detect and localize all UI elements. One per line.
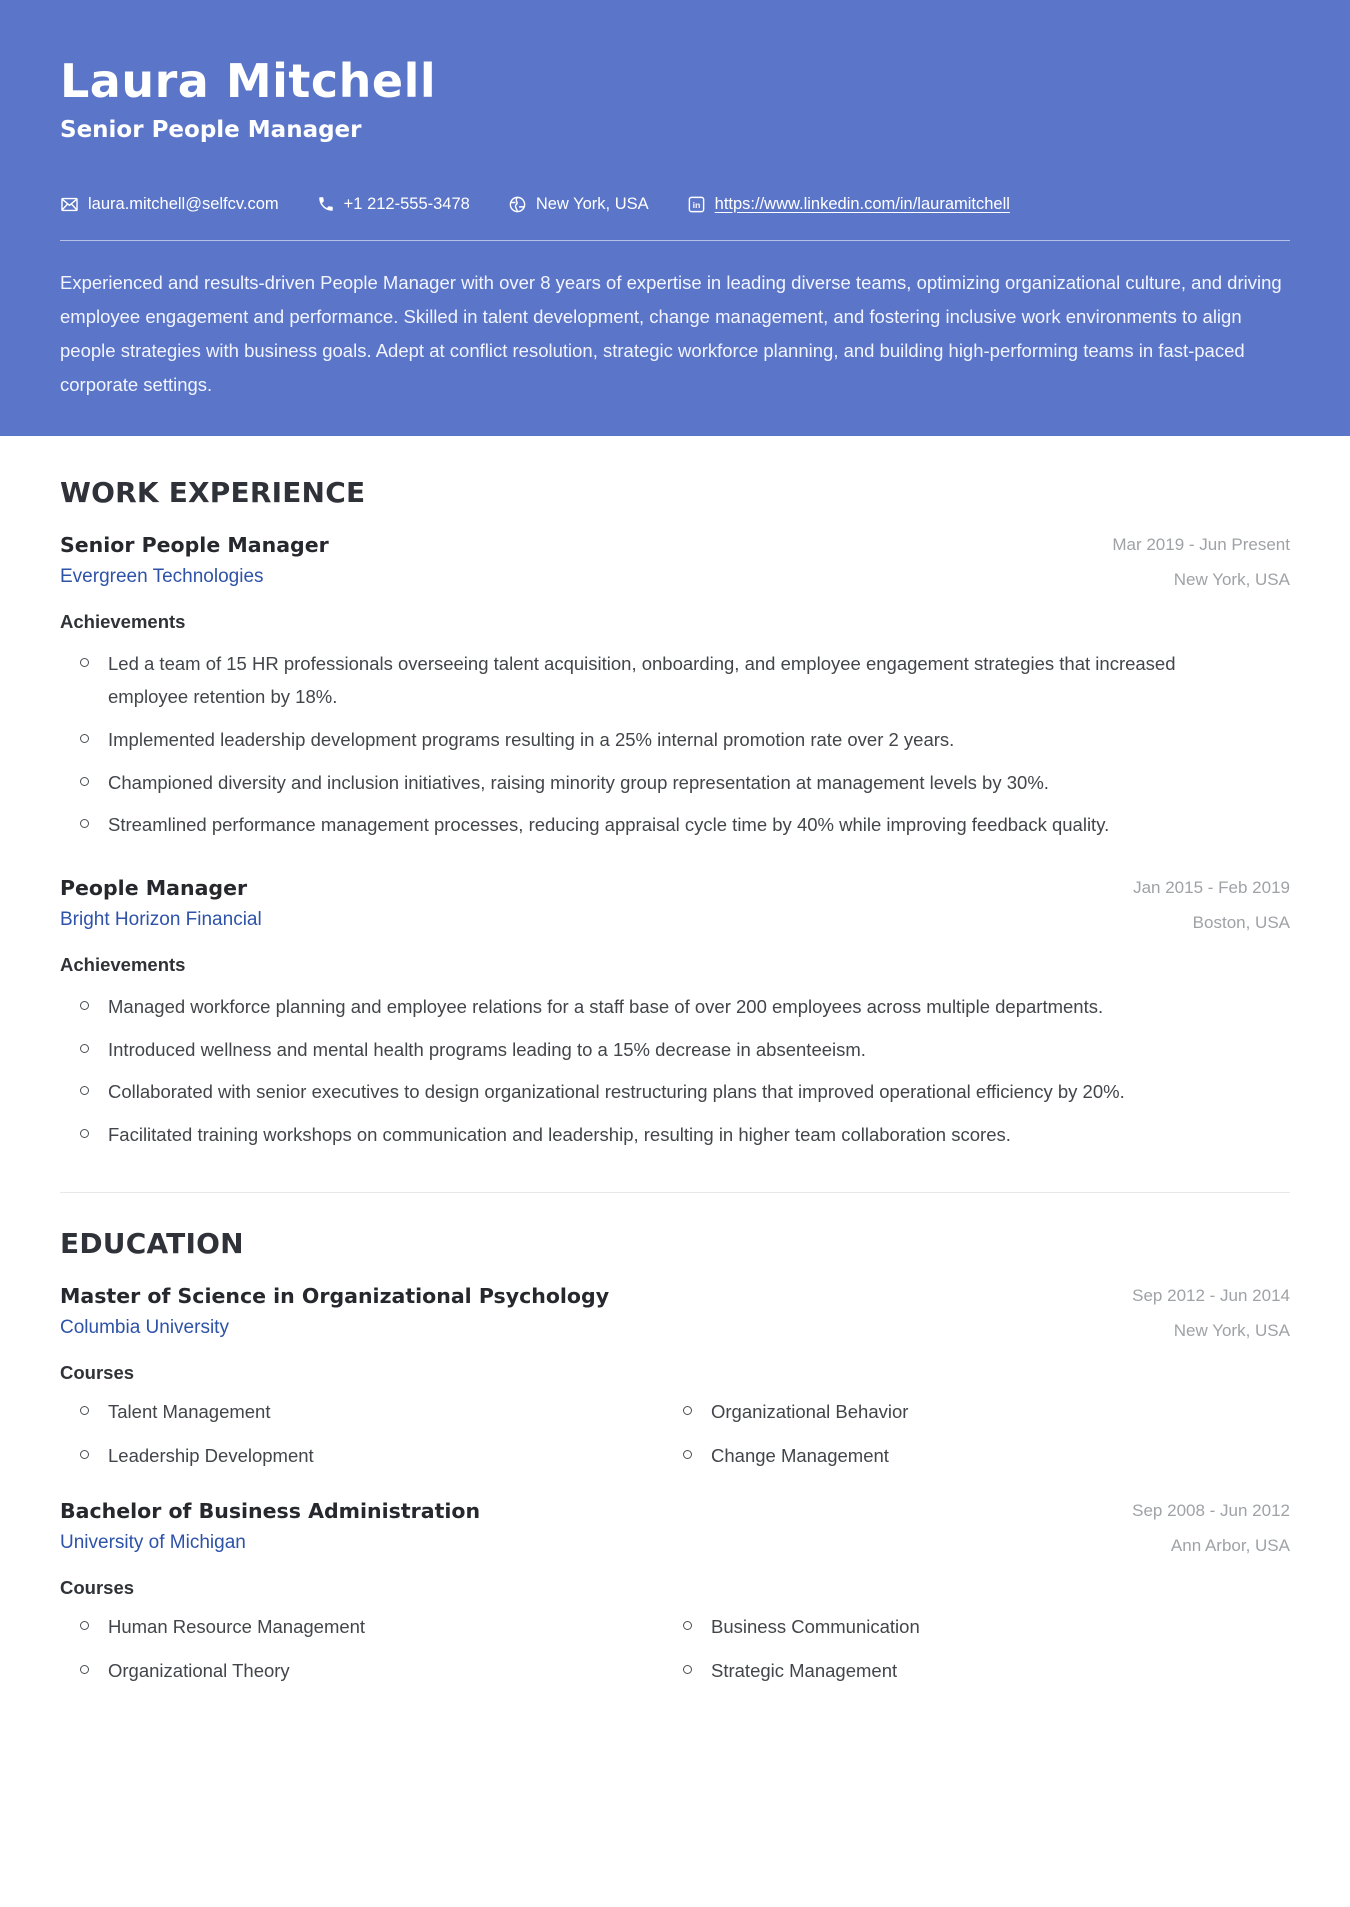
achievement-item: Led a team of 15 HR professionals overseeing talent acquisition, onboarding, and employee engagement strategies that increased employee retention by 18%. bbox=[94, 647, 1244, 714]
education-entry bbox=[60, 1284, 1290, 1469]
contact-phone-text: +1 212-555-3478 bbox=[343, 194, 470, 213]
course-item: Change Management bbox=[697, 1444, 1290, 1469]
svg-text:in: in bbox=[692, 199, 701, 210]
school-name: Columbia University bbox=[60, 1316, 229, 1338]
resume-header bbox=[0, 0, 1350, 436]
courses-label: Courses bbox=[60, 1361, 135, 1383]
courses-list bbox=[60, 1400, 1290, 1469]
education-entry-header bbox=[60, 1499, 1290, 1556]
contact-row bbox=[60, 195, 1290, 214]
linkedin-link[interactable]: https://www.linkedin.com/in/lauramitchell bbox=[714, 194, 1010, 213]
work-section-title: WORK EXPERIENCE bbox=[60, 475, 366, 509]
degree-location: New York, USA bbox=[1173, 1320, 1290, 1340]
course-item: Business Communication bbox=[697, 1615, 1290, 1640]
achievements-list bbox=[60, 990, 1290, 1152]
job-location: Boston, USA bbox=[1192, 913, 1290, 932]
globe-icon bbox=[508, 195, 527, 214]
job-entry-left bbox=[60, 876, 262, 931]
header-divider bbox=[60, 240, 1290, 241]
job-company: Bright Horizon Financial bbox=[60, 909, 262, 930]
job-dates: Mar 2019 - Jun Present bbox=[1112, 534, 1290, 554]
course-item: Talent Management bbox=[94, 1400, 687, 1425]
achievement-item: Introduced wellness and mental health programs leading to a 15% decrease in absenteeism. bbox=[94, 1033, 1244, 1067]
course-item: Organizational Theory bbox=[94, 1659, 687, 1684]
job-entry-right bbox=[1112, 533, 1290, 590]
achievement-item: Streamlined performance management processes, reducing appraisal cycle time by 40% while improving feedback quality. bbox=[94, 808, 1244, 842]
education-entry-right bbox=[1132, 1499, 1290, 1556]
courses-list bbox=[60, 1615, 1290, 1684]
job-entry-right bbox=[1133, 876, 1290, 933]
contact-phone bbox=[317, 195, 470, 214]
job-location: New York, USA bbox=[1173, 569, 1290, 589]
achievement-item: Championed diversity and inclusion initiatives, raising minority group representation at management levels by 30%. bbox=[94, 766, 1244, 800]
linkedin-icon bbox=[687, 195, 706, 214]
contact-linkedin bbox=[687, 195, 1010, 214]
contact-email-text: laura.mitchell@selfcv.com bbox=[88, 194, 279, 213]
achievement-item: Managed workforce planning and employee relations for a staff base of over 200 employees across multiple departments. bbox=[94, 990, 1244, 1024]
degree-dates: Sep 2012 - Jun 2014 bbox=[1132, 1285, 1290, 1305]
email-icon bbox=[60, 195, 79, 214]
person-job-title: Senior People Manager bbox=[60, 116, 362, 143]
achievement-item: Collaborated with senior executives to design organizational restructuring plans that improved operational efficiency by 20%. bbox=[94, 1075, 1244, 1109]
course-item: Human Resource Management bbox=[94, 1615, 687, 1640]
education-entry-header bbox=[60, 1284, 1290, 1341]
education-section-title: EDUCATION bbox=[60, 1226, 244, 1260]
job-entry bbox=[60, 533, 1290, 842]
job-company: Evergreen Technologies bbox=[60, 565, 264, 587]
job-title: People Manager bbox=[60, 876, 248, 900]
job-dates: Jan 2015 - Feb 2019 bbox=[1133, 878, 1290, 897]
section-work-experience bbox=[60, 476, 1290, 1152]
education-entry bbox=[60, 1499, 1290, 1684]
section-divider bbox=[60, 1192, 1290, 1193]
job-entry bbox=[60, 876, 1290, 1152]
profile-summary: Experienced and results-driven People Manager with over 8 years of expertise in leading diverse teams, optimizing organizational culture, and driving employee engagement and performance. Skilled in talent development, change management, and fostering inclusive work environments to align people strategies with business goals. Adept at conflict resolution, strategic workforce planning, and building high-performing teams in fast-paced corporate settings. bbox=[60, 271, 1282, 395]
degree-location: Ann Arbor, USA bbox=[1170, 1535, 1290, 1555]
degree-dates: Sep 2008 - Jun 2012 bbox=[1132, 1500, 1290, 1520]
achievement-item: Implemented leadership development programs resulting in a 25% internal promotion rate over 2 years. bbox=[94, 723, 1244, 757]
job-entry-header bbox=[60, 533, 1290, 590]
job-title: Senior People Manager bbox=[60, 532, 329, 557]
job-entry-header bbox=[60, 876, 1290, 933]
person-name: Laura Mitchell bbox=[60, 54, 437, 108]
school-name: University of Michigan bbox=[60, 1531, 246, 1553]
achievements-label: Achievements bbox=[60, 610, 186, 632]
education-entry-left bbox=[60, 1284, 609, 1339]
contact-location-text: New York, USA bbox=[535, 194, 649, 213]
course-item: Strategic Management bbox=[697, 1659, 1290, 1684]
section-education bbox=[60, 1227, 1290, 1684]
phone-icon bbox=[317, 195, 335, 213]
education-entry-left bbox=[60, 1499, 480, 1554]
contact-email bbox=[60, 195, 279, 214]
course-item: Leadership Development bbox=[94, 1444, 687, 1469]
job-entry-left bbox=[60, 533, 329, 588]
resume-body bbox=[0, 436, 1350, 1774]
contact-location bbox=[508, 195, 649, 214]
degree-title: Master of Science in Organizational Psychology bbox=[60, 1283, 610, 1308]
degree-title: Bachelor of Business Administration bbox=[60, 1498, 481, 1523]
achievements-label: Achievements bbox=[60, 954, 186, 975]
course-item: Organizational Behavior bbox=[697, 1400, 1290, 1425]
achievements-list bbox=[60, 647, 1290, 842]
achievement-item: Facilitated training workshops on communication and leadership, resulting in higher team collaboration scores. bbox=[94, 1118, 1244, 1152]
education-entry-right bbox=[1132, 1284, 1290, 1341]
courses-label: Courses bbox=[60, 1576, 135, 1598]
